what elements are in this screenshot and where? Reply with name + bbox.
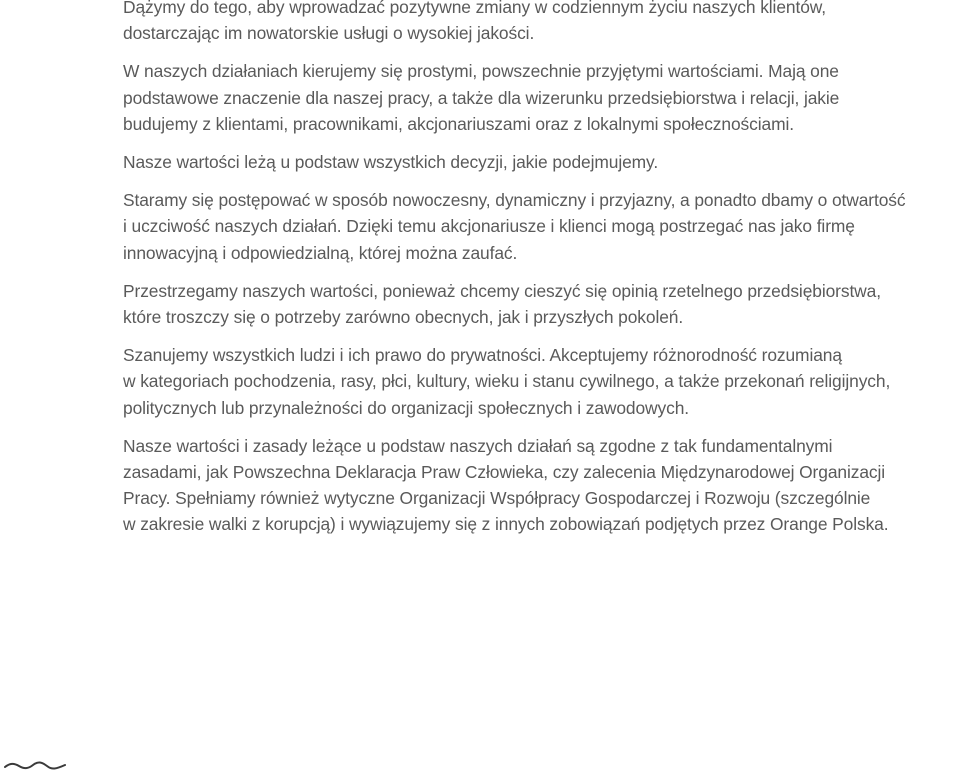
text-line: politycznych lub przynależności do organizacji społecznych i zawodowych. bbox=[123, 397, 690, 418]
paragraph-diversity bbox=[123, 342, 960, 421]
text-line: zasadami, jak Powszechna Deklaracja Praw Człowieka, czy zalecenia Międzynarodowej Organizacji bbox=[123, 462, 886, 483]
text-line: Staramy się postępować w sposób nowoczesny, dynamiczny i przyjazny, a ponadto dbamy o otwartość bbox=[123, 190, 906, 211]
text-line: które troszczy się o potrzeby zarówno obecnych, jak i przyszłych pokoleń. bbox=[123, 307, 684, 328]
signature-stroke bbox=[5, 762, 65, 768]
text-line: Nasze wartości i zasady leżące u podstaw naszych działań są zgodne z tak fundamentalnymi bbox=[123, 435, 833, 456]
paragraph-values-intro bbox=[123, 58, 960, 137]
text-line: Dążymy do tego, aby wprowadzać pozytywne zmiany w codziennym życiu naszych klientów, bbox=[123, 0, 826, 17]
paragraph-mission bbox=[123, 0, 960, 46]
text-line: Szanujemy wszystkich ludzi i ich prawo do prywatności. Akceptujemy różnorodność rozumianą bbox=[123, 345, 842, 366]
text-line: podstawowe znaczenie dla naszej pracy, a także dla wizerunku przedsiębiorstwa i relacji, jakie bbox=[123, 87, 840, 108]
paragraph-principles bbox=[123, 433, 960, 538]
text-line: w zakresie walki z korupcją) i wywiązujemy się z innych zobowiązań podjętych przez Orange Polska. bbox=[123, 514, 889, 535]
text-line: Nasze wartości leżą u podstaw wszystkich decyzji, jakie podejmujemy. bbox=[123, 152, 659, 173]
document-body bbox=[123, 0, 960, 550]
text-line: i uczciwość naszych działań. Dzięki temu akcjonariusze i klienci mogą postrzegać nas jako firmę bbox=[123, 216, 855, 237]
paragraph-reputation bbox=[123, 278, 960, 330]
text-line: innowacyjną i odpowiedzialną, której można zaufać. bbox=[123, 242, 518, 263]
text-line: Przestrzegamy naszych wartości, ponieważ chcemy cieszyć się opinią rzetelnego przedsiębiorstwa, bbox=[123, 280, 881, 301]
text-line: dostarczając im nowatorskie usługi o wysokiej jakości. bbox=[123, 23, 535, 44]
signature-scribble bbox=[4, 756, 66, 772]
text-line: Pracy. Spełniamy również wytyczne Organizacji Współpracy Gospodarczej i Rozwoju (szczególnie bbox=[123, 488, 871, 509]
text-line: budujemy z klientami, pracownikami, akcjonariuszami oraz z lokalnymi społecznościami. bbox=[123, 113, 794, 134]
text-line: W naszych działaniach kierujemy się prostymi, powszechnie przyjętymi wartościami. Mają one bbox=[123, 61, 839, 82]
text-line: w kategoriach pochodzenia, rasy, płci, kultury, wieku i stanu cywilnego, a także przekonań religijnych, bbox=[123, 371, 891, 392]
paragraph-decisions bbox=[123, 149, 960, 175]
paragraph-approach bbox=[123, 187, 960, 266]
